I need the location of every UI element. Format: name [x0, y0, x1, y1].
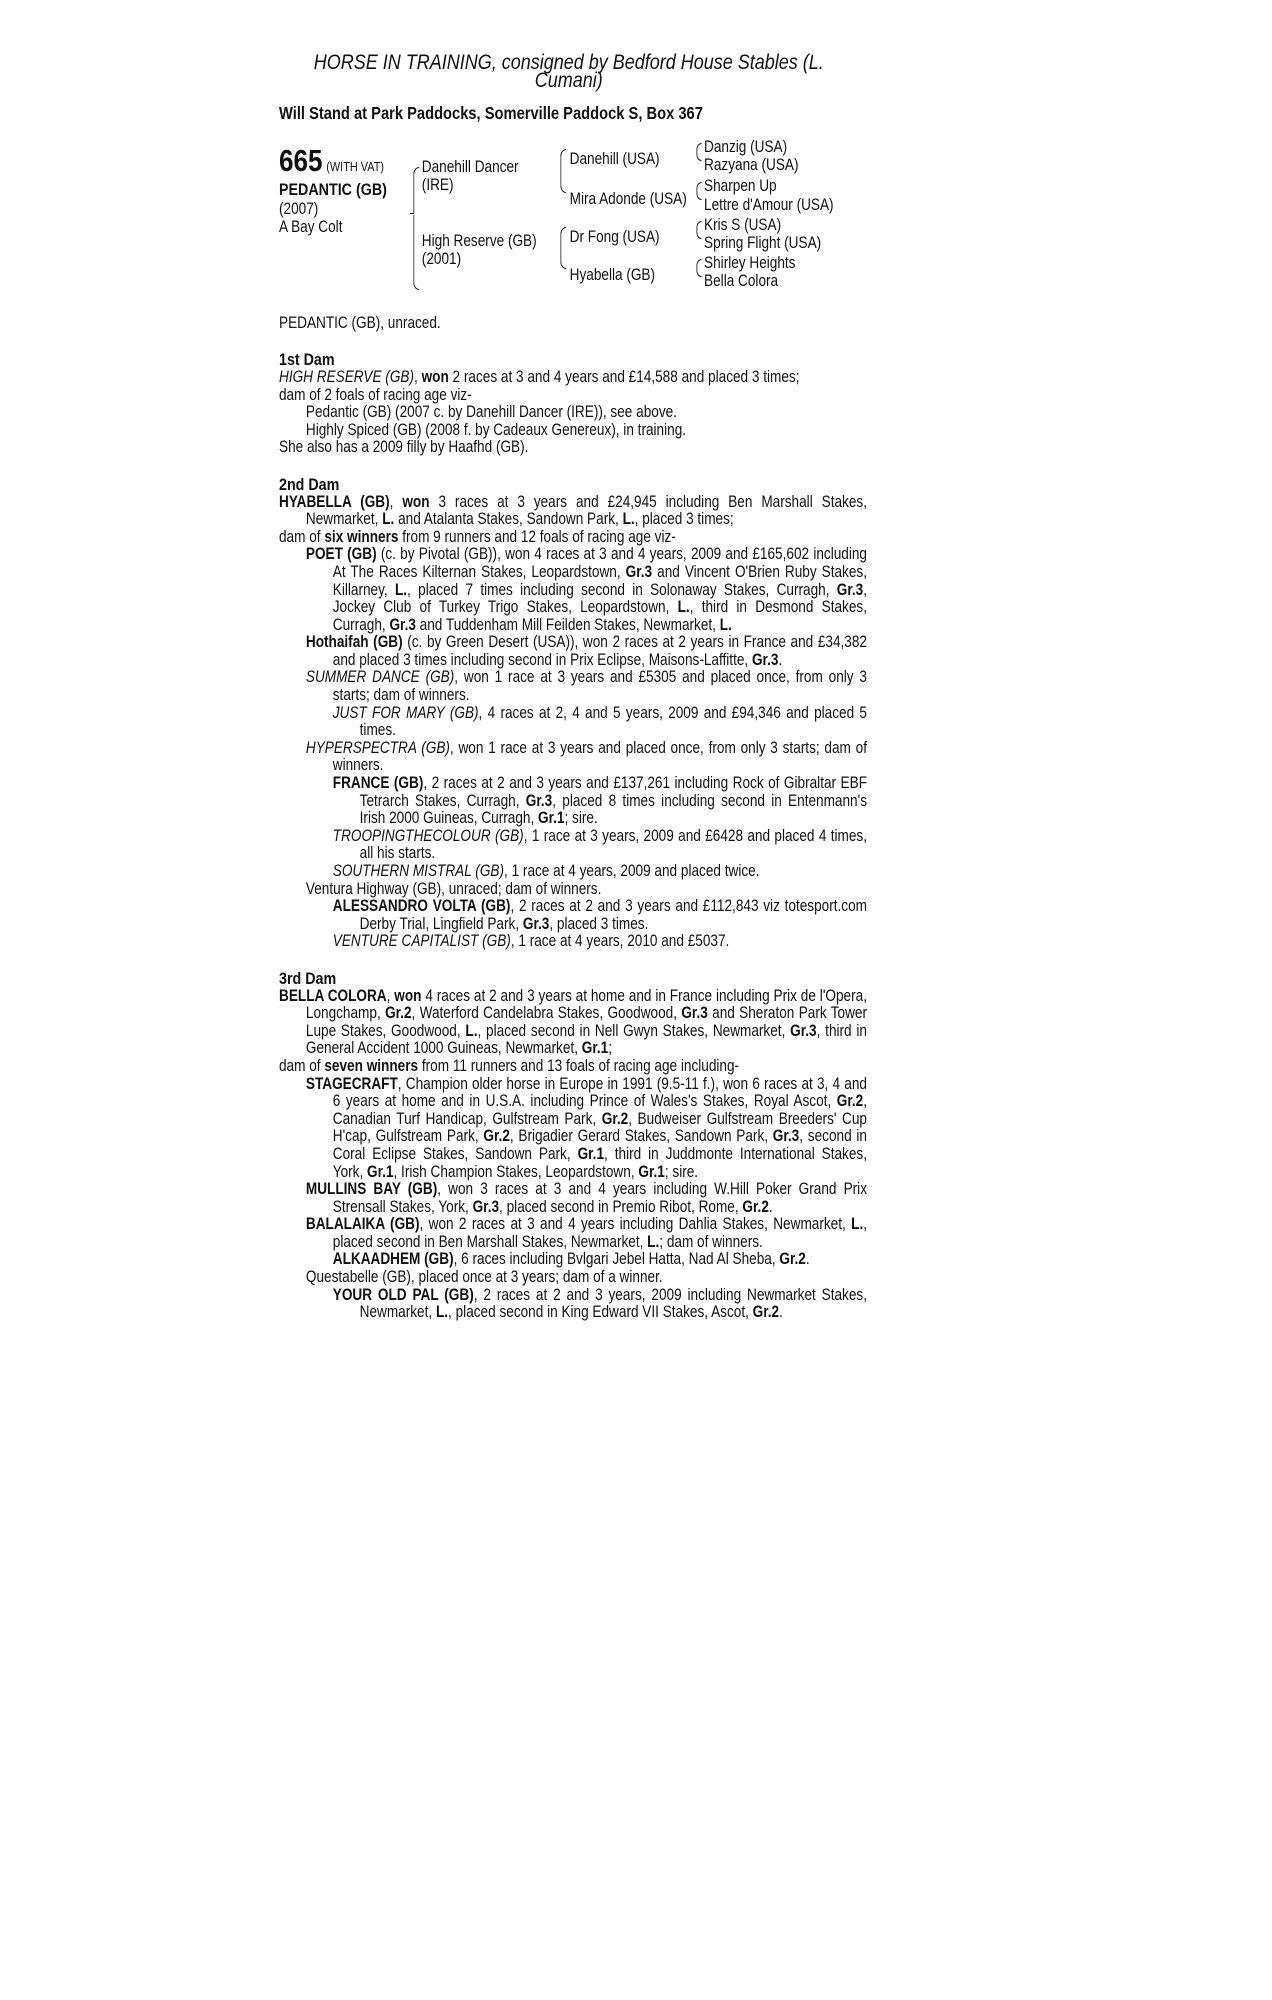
brace	[696, 182, 701, 200]
consignment-title: HORSE IN TRAINING, consigned by Bedford House Stables (L. Cumani)	[313, 51, 824, 92]
progeny-entry: YOUR OLD PAL (GB), 2 races at 2 and 3 years, 2009 including Newmarket Stakes, Newmarket, L., placed second in King Edward VII Stakes, Ascot, Gr.2.	[332, 1285, 867, 1322]
horse-description: A Bay Colt	[279, 217, 343, 236]
progeny-entry: ALKAADHEM (GB), 6 races including Bvlgari Jebel Hatta, Nad Al Sheba, Gr.2.	[332, 1250, 810, 1269]
brace	[696, 143, 701, 161]
dam-dam: Hyabella (GB)	[569, 265, 656, 284]
progeny-entry: BALALAIKA (GB), won 2 races at 3 and 4 years including Dahlia Stakes, Newmarket, L., placed second in Ben Marshall Stakes, Newmarket, L.; dam of winners.	[305, 1215, 867, 1251]
third-dam-produce: dam of seven winners from 11 runners and 13 foals of racing age including-	[279, 1056, 740, 1075]
g3-6: Spring Flight (USA)	[704, 233, 822, 252]
progeny-entry: Hothaifah (GB) (c. by Green Desert (USA)), won 2 races at 2 years in France and £34,382 and placed 3 times including second in Prix Eclipse, Maisons-Laffitte, Gr.3.	[305, 633, 867, 669]
brace	[410, 213, 413, 214]
dam-year: (2001)	[421, 249, 462, 268]
brace	[413, 215, 419, 290]
stand-location: Will Stand at Park Paddocks, Somerville Paddock S, Box 367	[279, 103, 703, 124]
g3-7: Shirley Heights	[704, 253, 796, 272]
g3-2: Razyana (USA)	[704, 155, 799, 174]
foal-entry: Pedantic (GB) (2007 c. by Danehill Dancer (IRE)), see above.	[305, 403, 677, 422]
progeny-entry: HYPERSPECTRA (GB), won 1 race at 3 years and placed once, from only 3 starts; dam of winners.	[305, 738, 867, 775]
first-dam-record: HIGH RESERVE (GB), won 2 races at 3 and 4 years and £14,588 and placed 3 times;	[279, 367, 800, 386]
brace	[560, 227, 566, 269]
progeny-entry: ALESSANDRO VOLTA (GB), 2 races at 2 and 3 years and £112,843 viz totesport.com Derby Trial, Lingfield Park, Gr.3, placed 3 times.	[332, 897, 867, 933]
progeny-entry: SUMMER DANCE (GB), won 1 race at 3 years and £5305 and placed once, from only 3 starts; dam of winners.	[305, 668, 867, 705]
g3-8: Bella Colora	[704, 271, 779, 290]
progeny-entry: STAGECRAFT, Champion older horse in Europe in 1991 (9.5-11 f.), won 6 races at 3, 4 and 6 years at home and in U.S.A. including Prince of Wales's Stakes, Royal Ascot, Gr.2, Canadian Turf Handicap, Gulfstream Park, Gr.2, Budweiser Gulfstream Breeders' Cup H'cap, Gulfstream Park, Gr.2, Brigadier Gerard Stakes, Sandown Park, Gr.3, second in Coral Eclipse Stakes, Sandown Park, Gr.1, third in Juddmonte International Stakes, York, Gr.1, Irish Champion Stakes, Leopardstown, Gr.1; sire.	[305, 1074, 867, 1181]
progeny-entry: VENTURE CAPITALIST (GB), 1 race at 4 years, 2010 and £5037.	[332, 932, 730, 951]
vat-note: (WITH VAT)	[326, 158, 385, 174]
lot-block	[279, 142, 385, 178]
catalogue-page	[279, 51, 868, 1322]
second-dam-record: HYABELLA (GB), won 3 races at 3 years and £24,945 including Ben Marshall Stakes, Newmarket, L. and Atalanta Stakes, Sandown Park, L., placed 3 times;	[279, 492, 867, 529]
first-dam-foals: dam of 2 foals of racing age viz-	[279, 385, 472, 404]
first-dam-note: She also has a 2009 filly by Haafhd (GB).	[279, 438, 529, 457]
lot-number: 665	[279, 142, 323, 178]
dam-sire: Dr Fong (USA)	[569, 227, 660, 246]
sire-sire: Danehill (USA)	[569, 149, 660, 168]
horse-name: PEDANTIC (GB)	[279, 179, 387, 199]
sire-dam: Mira Adonde (USA)	[569, 189, 687, 208]
g3-4: Lettre d'Amour (USA)	[704, 195, 834, 214]
g3-1: Danzig (USA)	[704, 137, 788, 156]
pedigree-table	[279, 137, 867, 305]
progeny-entry: TROOPINGTHECOLOUR (GB), 1 race at 3 years, 2009 and £6428 and placed 4 times, all his starts.	[332, 826, 867, 863]
brace	[413, 167, 419, 214]
progeny-entry: POET (GB) (c. by Pivotal (GB)), won 4 races at 3 and 4 years, 2009 and £165,602 including At The Races Kilternan Stakes, Leopardstown, Gr.3 and Vincent O'Brien Ruby Stakes, Killarney, L., placed 7 times including second in Solonaway Stakes, Curragh, Gr.3, Jockey Club of Turkey Trigo Stakes, Leopardstown, L., third in Desmond Stakes, Curragh, Gr.3 and Tuddenham Mill Feilden Stakes, Newmarket, L.	[305, 545, 867, 634]
second-dam-heading: 2nd Dam	[279, 474, 340, 494]
brace	[696, 221, 701, 239]
first-dam-heading: 1st Dam	[279, 350, 335, 370]
progeny-entry: Questabelle (GB), placed once at 3 years; dam of a winner.	[305, 1268, 663, 1287]
progeny-entry: SOUTHERN MISTRAL (GB), 1 race at 4 years, 2009 and placed twice.	[332, 862, 760, 880]
brace	[560, 149, 566, 193]
g3-3: Sharpen Up	[704, 176, 777, 195]
progeny-entry: FRANCE (GB), 2 races at 2 and 3 years and £137,261 including Rock of Gibraltar EBF Tetrarch Stakes, Curragh, Gr.3, placed 8 times including second in Entenmann's Irish 2000 Guineas, Curragh, Gr.1; sire.	[332, 774, 867, 828]
g3-5: Kris S (USA)	[704, 215, 782, 234]
third-dam-heading: 3rd Dam	[279, 968, 337, 988]
sire-suffix: (IRE)	[421, 175, 454, 194]
unraced-summary: PEDANTIC (GB), unraced.	[279, 313, 441, 332]
progeny-entry: MULLINS BAY (GB), won 3 races at 3 and 4 years including W.Hill Poker Grand Prix Strensall Stakes, York, Gr.3, placed second in Premio Ribot, Rome, Gr.2.	[305, 1180, 867, 1216]
second-dam-produce: dam of six winners from 9 runners and 12 foals of racing age viz-	[279, 527, 676, 546]
sire: Danehill Dancer	[421, 157, 519, 176]
foaling-year: (2007)	[279, 199, 319, 218]
third-dam-record: BELLA COLORA, won 4 races at 2 and 3 years at home and in France including Prix de l'Opera, Longchamp, Gr.2, Waterford Candelabra Stakes, Goodwood, Gr.3 and Sheraton Park Tower Lupe Stakes, Goodwood, L., placed second in Nell Gwyn Stakes, Newmarket, Gr.3, third in General Accident 1000 Guineas, Newmarket, Gr.1;	[279, 986, 868, 1058]
brace	[696, 259, 701, 277]
progeny-entry: Ventura Highway (GB), unraced; dam of winners.	[305, 879, 602, 898]
progeny-entry: JUST FOR MARY (GB), 4 races at 2, 4 and 5 years, 2009 and £94,346 and placed 5 times.	[332, 703, 867, 740]
dam: High Reserve (GB)	[421, 231, 537, 250]
foal-entry: Highly Spiced (GB) (2008 f. by Cadeaux Genereux), in training.	[305, 420, 687, 439]
